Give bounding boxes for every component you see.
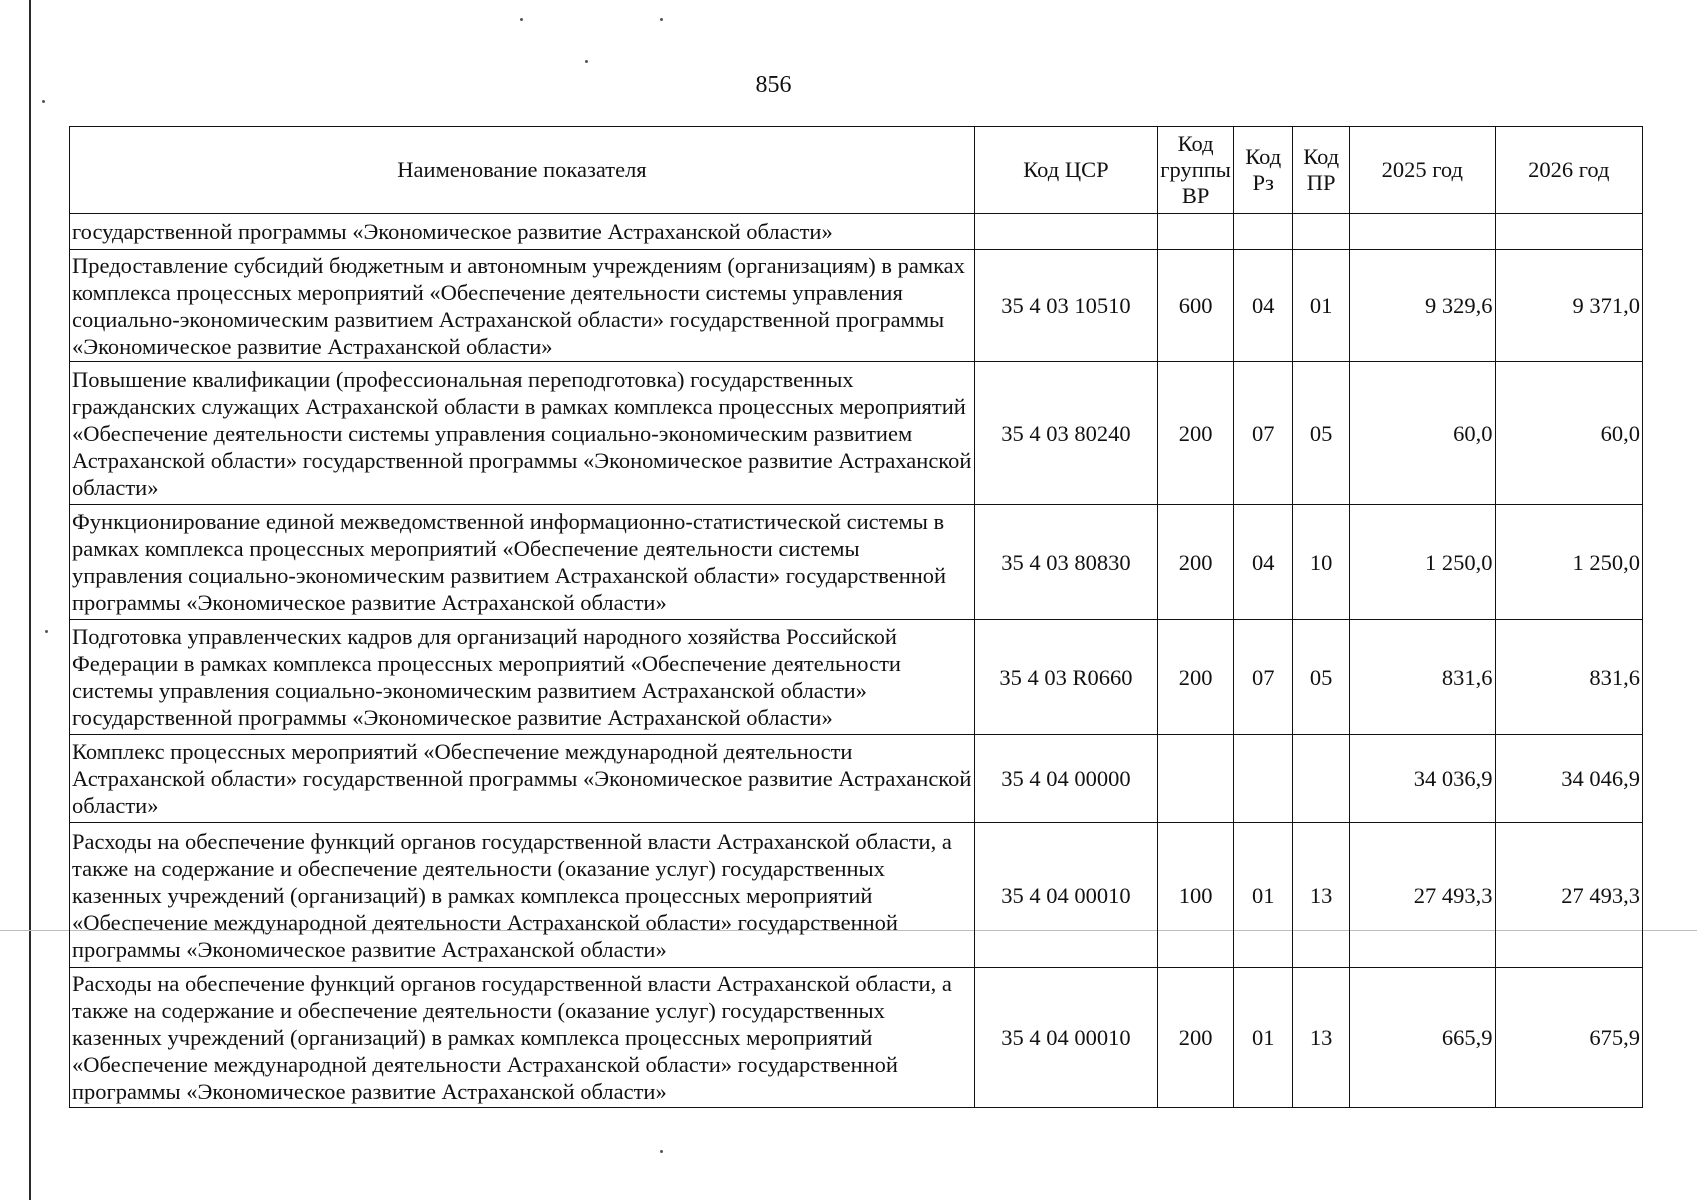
row-vr-code: 200 bbox=[1157, 505, 1233, 620]
scan-speck bbox=[660, 18, 663, 21]
row-csr-code: 35 4 03 80240 bbox=[974, 362, 1157, 505]
row-amount-2025: 831,6 bbox=[1350, 620, 1495, 735]
row-csr-code: 35 4 04 00000 bbox=[974, 735, 1157, 823]
row-amount-2025 bbox=[1350, 214, 1495, 250]
row-csr-code bbox=[974, 214, 1157, 250]
row-pr-code bbox=[1293, 214, 1350, 250]
header-vr-code: Код группы ВР bbox=[1157, 127, 1233, 214]
row-csr-code: 35 4 03 10510 bbox=[974, 250, 1157, 362]
scan-speck bbox=[45, 630, 48, 633]
table-row bbox=[70, 250, 1643, 362]
row-vr-code: 600 bbox=[1157, 250, 1233, 362]
header-pr-code: Код ПР bbox=[1293, 127, 1350, 214]
row-rz-code: 01 bbox=[1234, 823, 1293, 968]
row-name: Функционирование единой межведомственной информационно-статистической системы в рамках комплекса процессных мероприятий «Обеспечение деятельности системы управления социально-экономическим развитием Астраханской области» государственной программы «Экономическое развитие Астраханской области» bbox=[70, 505, 975, 620]
row-amount-2025: 27 493,3 bbox=[1350, 823, 1495, 968]
header-csr-code: Код ЦСР bbox=[974, 127, 1157, 214]
header-row bbox=[70, 127, 1643, 214]
table-row bbox=[70, 620, 1643, 735]
row-pr-code bbox=[1293, 735, 1350, 823]
row-amount-2025: 34 036,9 bbox=[1350, 735, 1495, 823]
row-pr-code: 05 bbox=[1293, 620, 1350, 735]
scan-speck bbox=[520, 18, 523, 21]
row-csr-code: 35 4 03 80830 bbox=[974, 505, 1157, 620]
row-rz-code bbox=[1234, 214, 1293, 250]
binding-margin-line bbox=[29, 0, 31, 1200]
row-amount-2026: 9 371,0 bbox=[1495, 250, 1642, 362]
row-pr-code: 10 bbox=[1293, 505, 1350, 620]
row-rz-code bbox=[1234, 735, 1293, 823]
row-csr-code: 35 4 03 R0660 bbox=[974, 620, 1157, 735]
row-amount-2026: 34 046,9 bbox=[1495, 735, 1642, 823]
row-pr-code: 13 bbox=[1293, 823, 1350, 968]
row-vr-code bbox=[1157, 735, 1233, 823]
row-amount-2025: 60,0 bbox=[1350, 362, 1495, 505]
row-name: государственной программы «Экономическое развитие Астраханской области» bbox=[70, 214, 975, 250]
row-amount-2025: 9 329,6 bbox=[1350, 250, 1495, 362]
table-row bbox=[70, 735, 1643, 823]
row-amount-2026 bbox=[1495, 214, 1642, 250]
header-year-2025: 2025 год bbox=[1350, 127, 1495, 214]
row-pr-code: 05 bbox=[1293, 362, 1350, 505]
row-rz-code: 04 bbox=[1234, 250, 1293, 362]
header-name: Наименование показателя bbox=[70, 127, 975, 214]
row-rz-code: 04 bbox=[1234, 505, 1293, 620]
scan-speck bbox=[660, 1150, 663, 1153]
row-amount-2026: 831,6 bbox=[1495, 620, 1642, 735]
table-row bbox=[70, 214, 1643, 250]
row-pr-code: 13 bbox=[1293, 968, 1350, 1108]
header-rz-code: Код Рз bbox=[1234, 127, 1293, 214]
row-vr-code: 100 bbox=[1157, 823, 1233, 968]
row-pr-code: 01 bbox=[1293, 250, 1350, 362]
budget-table bbox=[69, 126, 1643, 1108]
row-amount-2026: 1 250,0 bbox=[1495, 505, 1642, 620]
row-name: Повышение квалификации (профессиональная переподготовка) государственных гражданских служащих Астраханской области в рамках комплекса процессных мероприятий «Обеспечение деятельности системы управления социально-экономическим развитием Астраханской области» государственной программы «Экономическое развитие Астраханской области» bbox=[70, 362, 975, 505]
table-row bbox=[70, 362, 1643, 505]
row-csr-code: 35 4 04 00010 bbox=[974, 968, 1157, 1108]
row-rz-code: 07 bbox=[1234, 362, 1293, 505]
row-vr-code: 200 bbox=[1157, 362, 1233, 505]
scan-speck bbox=[42, 100, 45, 103]
row-vr-code: 200 bbox=[1157, 620, 1233, 735]
table-row bbox=[70, 823, 1643, 968]
row-name: Предоставление субсидий бюджетным и автономным учреждениям (организациям) в рамках комплекса процессных мероприятий «Обеспечение деятельности системы управления социально-экономическим развитием Астраханской области» государственной программы «Экономическое развитие Астраханской области» bbox=[70, 250, 975, 362]
page-number: 856 bbox=[755, 72, 792, 98]
row-vr-code: 200 bbox=[1157, 968, 1233, 1108]
table-row bbox=[70, 505, 1643, 620]
row-name: Расходы на обеспечение функций органов государственной власти Астраханской области, а также на содержание и обеспечение деятельности (оказание услуг) государственных казенных учреждений (организаций) в рамках комплекса процессных мероприятий «Обеспечение международной деятельности Астраханской области» государственной программы «Экономическое развитие Астраханской области» bbox=[70, 968, 975, 1108]
row-rz-code: 01 bbox=[1234, 968, 1293, 1108]
row-name: Подготовка управленческих кадров для организаций народного хозяйства Российской Федерации в рамках комплекса процессных мероприятий «Обеспечение деятельности системы управления социально-экономическим развитием Астраханской области» государственной программы «Экономическое развитие Астраханской области» bbox=[70, 620, 975, 735]
row-amount-2026: 60,0 bbox=[1495, 362, 1642, 505]
header-year-2026: 2026 год bbox=[1495, 127, 1642, 214]
row-name: Расходы на обеспечение функций органов государственной власти Астраханской области, а также на содержание и обеспечение деятельности (оказание услуг) государственных казенных учреждений (организаций) в рамках комплекса процессных мероприятий «Обеспечение международной деятельности Астраханской области» государственной программы «Экономическое развитие Астраханской области» bbox=[70, 823, 975, 968]
scan-speck bbox=[585, 60, 588, 63]
row-name: Комплекс процессных мероприятий «Обеспечение международной деятельности Астраханской области» государственной программы «Экономическое развитие Астраханской области» bbox=[70, 735, 975, 823]
table-row bbox=[70, 968, 1643, 1108]
row-amount-2026: 675,9 bbox=[1495, 968, 1642, 1108]
row-csr-code: 35 4 04 00010 bbox=[974, 823, 1157, 968]
row-vr-code bbox=[1157, 214, 1233, 250]
row-rz-code: 07 bbox=[1234, 620, 1293, 735]
row-amount-2026: 27 493,3 bbox=[1495, 823, 1642, 968]
row-amount-2025: 1 250,0 bbox=[1350, 505, 1495, 620]
row-amount-2025: 665,9 bbox=[1350, 968, 1495, 1108]
